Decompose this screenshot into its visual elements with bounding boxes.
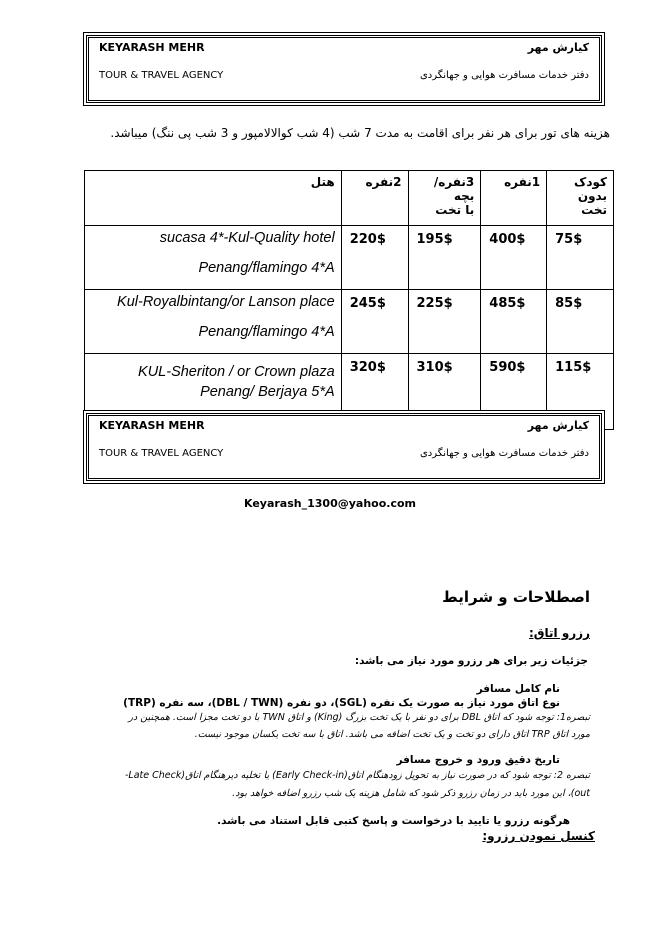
price-table [84, 170, 614, 430]
price-child: 85$ [547, 290, 614, 354]
price-child: 115$ [547, 354, 614, 430]
note-1-line-1: تبصره1: توجه شود که اتاق DBL برای دو نفر با یک تخت بزرگ (King) و اتاق TWN با دو تخت مجزا است. همچنین در [128, 712, 590, 723]
header-triple: 3نفره/بچه با تخت [408, 171, 481, 226]
company-subtitle-fa: دفتر خدمات مسافرت هوایی و جهانگردی [419, 448, 589, 459]
hotel-cell: KUL-Sheriton / or Crown plaza Penang/ Berjaya 5*A [85, 354, 342, 430]
table-row [85, 290, 614, 354]
full-name-item: نام کامل مسافر [476, 683, 560, 695]
room-type-item: نوع اتاق مورد نیاز به صورت یک نفره (SGL)، دو نفره (DBL / TWN)، سه نفره (TRP) [123, 697, 560, 709]
price-single: 400$ [481, 226, 547, 290]
confirmation-text: هرگونه رزرو یا تایید با درخواست و پاسخ کتبی قابل استناد می باشد. [217, 815, 570, 827]
note-2-line-1: تبصره 2: توجه شود که در صورت نیاز به تحویل زودهنگام اتاق(Early Check-in) یا تخلیه دیرهنگام اتاق(Late Check- [124, 770, 590, 781]
company-name-en: KEYARASH MEHR [99, 41, 205, 54]
company-subtitle-en: TOUR & TRAVEL AGENCY [99, 448, 224, 459]
company-name-fa: کیارش مهر [527, 419, 589, 432]
cancel-heading: کنسل نمودن رزرو: [482, 829, 595, 843]
note-2-line-2: out)، این مورد باید در زمان رزرو ذکر شود که شامل هزینه یک شب رزرو اضافه خواهد بود. [232, 788, 590, 799]
price-triple: 195$ [408, 226, 481, 290]
table-row [85, 226, 614, 290]
price-child: 75$ [547, 226, 614, 290]
price-triple: 310$ [408, 354, 481, 430]
company-subtitle-fa: دفتر خدمات مسافرت هوایی و جهانگردی [419, 70, 589, 81]
header-box [86, 413, 602, 481]
price-triple: 225$ [408, 290, 481, 354]
hotel-cell: Kul-Royalbintang/or Lanson place Penang/flamingo 4*A [85, 290, 342, 354]
header-box [86, 35, 602, 103]
details-required: جزئیات زیر برای هر رزرو مورد نیاز می باشد: [354, 655, 588, 667]
company-name-en: KEYARASH MEHR [99, 419, 205, 432]
price-double: 220$ [341, 226, 408, 290]
price-double: 320$ [341, 354, 408, 430]
header-child: کودک بدون تخت [547, 171, 614, 226]
dates-item: تاریخ دقیق ورود و خروج مسافر [396, 754, 560, 766]
note-1-line-2: مورد اتاق TRP اتاق دارای دو تخت و یک تخت اضافه می باشد. اتاق با سه تخت یکسان موجود نیست. [194, 729, 590, 740]
table-header-row [85, 171, 614, 226]
price-single: 590$ [481, 354, 547, 430]
email-address: Keyarash_1300@yahoo.com [244, 497, 416, 510]
reservation-heading: رزرو اتاق: [528, 626, 590, 640]
header-hotel: هتل [85, 171, 342, 226]
intro-text: هزینه های تور برای هر نفر برای اقامت به مدت 7 شب (4 شب کوالالامپور و 3 شب پی ننگ) میباشد. [110, 126, 610, 140]
price-single: 485$ [481, 290, 547, 354]
company-name-fa: کیارش مهر [527, 41, 589, 54]
company-subtitle-en: TOUR & TRAVEL AGENCY [99, 70, 224, 81]
header-single: 1نفره [481, 171, 547, 226]
header-double: 2نفره [341, 171, 408, 226]
terms-title: اصطلاحات و شرایط [442, 588, 590, 606]
price-double: 245$ [341, 290, 408, 354]
hotel-cell: sucasa 4*-Kul-Quality hotel Penang/flamingo 4*A [85, 226, 342, 290]
